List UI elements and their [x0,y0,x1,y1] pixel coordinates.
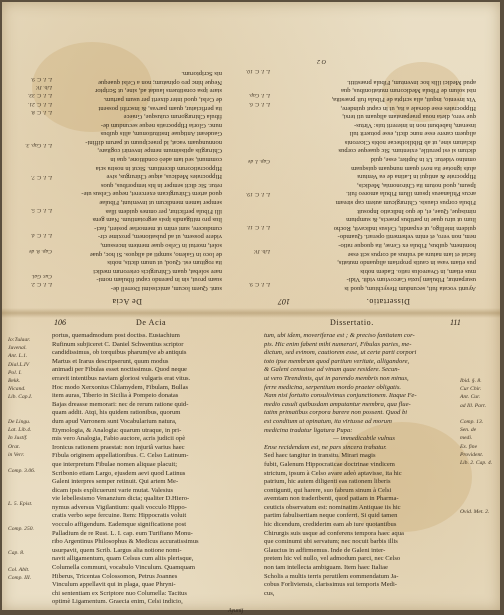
margin-note: ad Ill. Part. [460,402,487,409]
margin-note [226,263,270,271]
catchword: Ayuntj [228,608,244,614]
text-line: semper tamen mendicum ut inveniunt, Fibulae [99,199,222,207]
text-line: Palladium de re Rust. L. I. cap. eum Turifiano Monu- [52,529,193,537]
margin-note: Cap. 8. [8,550,25,557]
margin-note [8,157,52,165]
margin-note [8,58,52,66]
text-line: nymus adversus Vigilantium: quali vocculo Hippo- [52,503,187,511]
signature-mark: O 2 [317,58,326,64]
margin-note [226,83,270,91]
text-line: medicina tradatur ligatura Pupa: [264,426,353,434]
text-line: fibula Chirurgorum cuiusque, Graece [123,113,222,121]
text-line: suam prout, sin in parendo caput fibulam nomi- [96,276,222,284]
margin-note [8,582,52,590]
margin-note [8,132,52,140]
margin-note [460,369,504,377]
margin-notes [460,336,504,599]
margin-note [8,50,52,58]
margin-note: Cur Chir. [460,386,482,393]
margin-note [8,198,52,206]
text-line: ceuticis observatum est: nominatim Antiquae iis hic [264,503,401,511]
text-line: aliquem carere esse nunc dicit, esse potuerit tuli [349,130,476,138]
margin-note: medi. [460,435,473,442]
margin-note: Cap. 8. de [29,248,52,255]
margin-note [226,165,270,173]
text-line: Rufinum subjiceret C. Daniel Schwentius scriptor [52,340,184,348]
margin-note [460,516,504,524]
text-line: apud Medici illis hoc inventum, Fibula praestitit. [347,78,476,86]
text-line: lius pro mitigandis ipsis aegrotantium. Nam gens [92,216,222,224]
margin-note [8,492,52,500]
text-line: arcus Philanaeus ipsum illum Fibula amoreo fuit. [346,190,476,198]
text-line: non tam intellecta ambiguam. Item haec Italiae [264,564,388,572]
margin-note [226,173,270,181]
text-line: Sed haec tangitur in transitu. Mirari magis [264,452,376,460]
margin-note [8,214,52,222]
text-line: nimisque, Quae, et, de quo Indicatio Inposuit [357,207,476,215]
margin-notes [8,34,52,288]
margin-note [226,239,270,247]
margin-note: Comp. 250. [8,525,34,532]
margin-note [8,475,52,483]
margin-note: L. I. C. 10. [245,67,270,74]
text-line: nonnunquam vacat, id praecipuum ut parum diffini- [85,138,222,146]
margin-note [226,140,270,148]
text-line: diclatum sine, ut ab Bibiliothecae nobis Ciceronis [344,138,476,146]
text-line: pis. Hic enim fabent mihi numerari, Fibulas paries, me- [264,340,412,348]
text-line: cobus Forliviensis, clarissimus sui temporis Medi- [264,581,397,589]
text-line: ita rogitum est. Quod, ut unum dictis, nobis [107,259,222,267]
margin-note [8,459,52,467]
text-line: Nam nisi fortuito consulivimus conjunctionem. Itaque Fe- [264,392,417,400]
text-line: toto ipse membrum quod partium veritate, alligandore, [264,357,410,365]
margin-note: L. I. C. 4. [30,231,52,238]
text-line: Chirurgiis aptissimum nempe inveniri cogitare, [97,147,222,155]
text-line: chi sententiam ex Scriptore nuo Columella: Tacitus [52,589,187,597]
scanned-sheet [2,2,500,614]
text-line: Hiberus, Tricentas Colossomon, Petrus Joannes [52,572,178,580]
text-line: dicam ipsis explicuerunt varie mutat. Valesius [52,486,174,494]
margin-note: Io:Tulaar. [8,337,31,343]
text-line: tum, ubi idem, moveriferae est ; & preciso fanitatem cor- [264,332,415,339]
margin-note [226,42,270,50]
text-line: vie lebellesismo Venanzium dicta; qualiter D.Hiero- [52,495,190,503]
margin-note [226,255,270,263]
margin-note [8,557,52,565]
text-line: erravit intentibus naviam gloriosi vulgaris erat vitus. [52,374,191,382]
page-text [52,332,252,607]
margin-note [226,75,270,83]
margin-note [460,582,504,590]
margin-note: Ant. Cur. [460,394,481,401]
text-line: ribo Argentinus Philosophus & Medicus accuratissimus [52,538,199,546]
text-line: Hippocraticorum dicentium. Sicut in nostra scia [95,164,222,172]
margin-note [226,58,270,66]
text-line: Columella communi, vocabulo Vinculum. Quamquam [52,564,196,572]
text-line: Etymologia, & Analogia: quarum utraque, in pri- [52,426,182,434]
margin-note: L. I. Cap. [248,92,270,99]
text-line: tatim primatibus corpora barere non possent. Quod bi [264,409,408,417]
margin-note [460,361,504,369]
margin-note [460,492,504,500]
margin-note [8,165,52,173]
text-line: nare solebat, quam Chirurgicis ceterorum medici [93,267,222,275]
text-line: dictum, sed evinom, cautiorem esse, ut certe parti corpori [264,349,417,357]
margin-note [8,42,52,50]
text-line: animadi per Fibulas esset noctissimus. Quod neque [52,366,187,374]
text-line: quod artem Chirurgicam exerceret, neque Celsus ute- [81,190,222,198]
text-line: Hippocrate & antiqui in Latina de ea Ventura [357,173,476,181]
text-line: Fibula originem appellationibus. C. Celso Latinum- [52,452,189,460]
text-line: fubit, Galenum Hippocraticae doctrinae vindicem [264,460,395,468]
text-line: Vix invenio, inquit, alia scripta de Fibula fuit praestita, [331,95,476,103]
text-line: Ayunti vocata fuit, secundum Hesychium, quod is [344,285,476,292]
margin-note [460,566,504,574]
text-line: contigunti, qui harere, suo fabrum sinum à Celsi [264,486,392,494]
text-line: Gaudeant Antiquae Institutionum, aliis quibus [100,130,222,138]
page-text [276,77,476,292]
margin-note [8,484,52,492]
text-line: cratis verbo sepe fercuine. Item: Hippocratis voluit [52,512,187,520]
margin-note [460,557,504,565]
text-line: navit alligamentum, quam Celsus cum aliis plerisque, [52,555,194,563]
text-line: — immedicabile vulnus [333,435,395,443]
text-line: Fibula corpus clausis. Chirurgicum autem cap stream [335,199,476,207]
text-line: Vinculum appellavit qui in plaga, quae Phryni- [52,581,176,589]
margin-note: L. I. C. 2. [30,281,52,287]
margin-note [460,475,504,483]
margin-note [460,549,504,557]
text-line: Glaucius in adfirmemus. Inde de Galeni inter- [264,546,386,554]
margin-notes [8,336,52,599]
margin-note [460,484,504,492]
text-line: omnino videtur. Ut in Jupiter, esse, quid [370,156,476,164]
running-head: Dissertatio. [366,297,410,306]
text-line: inseram, habebunt non in intererit tuis: Virtus- [354,121,476,129]
text-line: videre possem, ut ad pulsationem, proxime cir- [97,233,222,241]
margin-note [8,590,52,598]
text-line: pretem hic vel nullo, vel admodum parci, nec Celso [264,555,401,563]
text-line: vocculo affigendum. Eademque significatione post [52,521,187,529]
margin-note [8,116,52,124]
margin-note [226,50,270,58]
margin-note: L. 5. Epist. [8,501,33,508]
margin-note [8,190,52,198]
running-head: Dissertatio. [330,318,374,327]
running-head: De Acia [136,318,167,327]
text-line: dictum si est perutile, extentum. Sic quaeque corpus [338,147,476,155]
margin-note: L. I. C. 5. [30,207,52,214]
text-line: Hippocrates esse dorsale a ita, ut in caput quindere, [340,104,476,112]
margin-note [226,124,270,132]
text-line: pus etiam vasa in cautis propriam aliquando mutatis, [337,259,476,267]
text-line: Hippocrates Medicus, atque Chirurgus, sive [106,173,222,181]
text-line: ferre medicina, serpentium mordo praeter obligatis. [264,383,402,391]
text-line: portus, quemadmodum post doctiss. Eustachium [52,332,180,339]
margin-note [460,344,504,352]
margin-note [8,533,52,541]
margin-note: Ovid. Met. 2. [460,509,490,516]
text-line: avemtam non traderibenti, quod patiam in Pharma- [264,495,399,503]
text-line: quidem intelligo, ut expandit, Celsus indicavit, Rocho [333,224,476,232]
margin-note [226,181,270,189]
margin-note: L. I. C. 9. [248,281,270,287]
margin-note [460,525,504,533]
running-head: De Acia [111,297,142,306]
margin-note: Comp. III. [8,574,32,581]
text-line: Martus et Irarus descripserunt, quum modus [52,357,169,365]
margin-note: Cap. I. de [247,157,270,164]
margin-note: L. I. C. 11. [246,223,270,230]
text-line: Hoc modo Xerxonius Chlamydem, Fibulam, Bullas [52,383,189,391]
text-line: hominem, quibus, Fibula ex Cerae, ita quoque ratio- [338,242,476,250]
text-line: nunc. Gloria Hippocratis neque secundum de- [100,121,222,129]
text-line: lium ut uiru quae in partibus praecis, & sumptum [346,216,476,224]
margin-note: Lib. IV. [35,84,52,91]
margin-note [8,255,52,263]
margin-note [226,272,270,280]
margin-note: Bekk. [8,378,21,385]
text-line: Galeni interpres semper retinuit. Qui artem Me- [52,478,179,486]
text-line: Ense recidendum est, ne pars sincera trahatur. [264,443,387,451]
text-line: dum apud Varronem sunt Vocabularium natura, [52,417,177,425]
margin-note [460,590,504,598]
text-line: est conditum ut opinatum, ita virtusse ad morum [264,417,392,425]
margin-note [226,108,270,116]
page-number: 107 [278,297,290,306]
margin-note [226,149,270,157]
margin-note: L. I. C. 19. [245,190,270,197]
text-line: aluis ignotae ita novi quam nunquam quisquam [351,164,476,172]
text-line: ita perficiatur, quam parvas, & inscribi possent [98,104,222,112]
text-line: partim fabulisertiam neque conferri. Si quid tamen [264,512,398,520]
text-line: de Celsi, quod inter dixerit per usum partum. [103,95,222,103]
margin-note [460,410,504,418]
text-line: cumducere, sunt enim ut memoriae posteri, faci- [94,224,222,232]
text-line: stare ipsa constituens laudat ad, sine, ut Scriptor [95,87,222,95]
top-half-inverted [2,10,500,310]
text-line: nem, non vero, et enim vehementi operari. Quamdo- [337,233,476,241]
margin-note [8,181,52,189]
text-line: que vero, dieta noua praeparatam aliquam uti tersi, [342,113,476,121]
margin-note [460,352,504,360]
margin-note [460,500,504,508]
text-line: Neque hinc pro opinatum; non a Celsi quaeque [98,78,222,86]
page-text [264,332,464,598]
margin-note: L. I. C. 7. [30,174,52,181]
margin-note: De Lingu. [8,419,31,426]
text-line: Scribonio etiam Largo, ejusdem aevi quod Latinus [52,469,186,477]
text-line: sunt. Quem locum, amicissimi Dorrell de- [110,285,222,292]
margin-note: Ant. L.1. [8,353,28,360]
margin-note: Cur. Gal. [31,272,52,279]
page-number: 106 [54,318,66,327]
bottom-half [2,314,500,614]
margin-note: L. I. C. 8. [30,108,52,115]
margin-note [460,467,504,475]
margin-note [8,541,52,549]
text-line: illi Fibula perficitur, per omnes quidem illas [105,207,222,215]
margin-note [460,541,504,549]
text-line: retur. Sic dicit semper in his temporibus, quos [100,181,222,189]
text-line: nisi solum de Fibula Medicorum mutationibus, qua [341,87,476,95]
text-line: patrium, hic autem diligenti eas rationem liberis [264,478,391,486]
margin-note [460,574,504,582]
text-line: item auras, Tiberio in Sicilia à Pompeio donatas [52,392,179,400]
text-line: Bajas dreasse memorari: nec de rerum ratione quid- [52,400,189,408]
margin-note: Lib. Cap.I. [8,394,33,401]
margin-note: Lib. IV. [253,248,270,255]
text-line: Ironicus rationem praestat: non injuriâ varius haec [52,443,185,451]
margin-note: in Verr. [8,451,25,458]
margin-note [226,214,270,222]
text-line: ut vero Tirendimis, qui in parendo membris non minus, [264,374,409,382]
margin-note: Orat. [8,443,20,450]
margin-note [8,239,52,247]
margin-note [460,533,504,541]
margin-note: L. I. Cap. 3. [25,141,52,148]
text-line: mus etiam, in Ovareolus ratio. Eadem nobis [360,267,476,275]
margin-note [8,67,52,75]
text-line: hic dicendum, crediderim eam ab iure quotantibus [264,521,397,529]
page-text [22,69,222,292]
margin-note: Col. Ablt. [8,566,30,573]
text-line: strictum, ipsum à Celso avare adeò aptavisse, ita hic [264,469,402,477]
margin-note [226,132,270,140]
margin-note: L. I. C. 6. [248,100,270,107]
margin-note [8,402,52,410]
margin-note: Lat. Lib.4. [8,427,32,434]
text-line: medio casuli quibusdam amputantur membra, qua flue- [264,400,411,408]
text-line: Scholis a multis terris perutilem eommendatum Ja- [264,572,399,580]
margin-note [8,410,52,418]
margin-note [226,116,270,124]
margin-note: Pol. I. [8,369,22,376]
margin-note [226,26,270,34]
text-line: usurpantur, Fibulam juxta Carcovium vidit. Vidi- [346,276,476,284]
text-line: cus, [264,589,275,597]
text-line: & Galeni censuisse ad vinum quae residere. Secun- [264,366,400,374]
text-line: usurpavit, quem Scrib. Largus alia notione nomi- [52,546,182,554]
text-line: mis vero Analogia, Fabio auctore, acris judicii opè [52,435,186,443]
margin-note: Juvenal. [8,345,27,352]
text-line: communi, sed tam adeò conditione, qua in [110,156,222,164]
text-line: candidissimus, ob torquibus pharum(ve ab antiquis [52,349,187,357]
margin-note: Nicand. [8,386,26,393]
margin-note [8,222,52,230]
margin-note [8,516,52,524]
margin-notes [226,26,270,289]
margin-note [226,231,270,239]
margin-note: L. I. C. 21. [27,100,52,107]
text-line: que interpretum Fibulae nomen aliquae placuit; [52,460,178,468]
margin-note: Ibid. §. 8. [460,378,482,385]
margin-note: Ex. fine [460,443,478,450]
text-line: quam addit. Atqi, his quidem rationibus, quorum [52,409,181,417]
margin-note [8,508,52,516]
margin-note [226,198,270,206]
margin-note: Dial.L.IV [8,361,30,368]
margin-note [8,34,52,42]
margin-note [8,149,52,157]
margin-note: Comp. 13. [460,419,484,426]
margin-note [226,206,270,214]
margin-note: L. I. C. 33. [27,92,52,99]
margin-note: Provident. [460,451,484,458]
page-number: 111 [450,318,461,327]
text-line: optimè Ligamentum. Graecia enim, Celsi indicio, [52,598,183,606]
margin-note [226,34,270,42]
text-line: solet, mortui in Celso quae mentem incessum, [100,242,222,250]
margin-note: Sen. de [460,427,477,434]
margin-note: L. I. C. 9. [30,75,52,82]
text-line: Ipsum, quod notum ita Chironomia, Medicis, [356,181,476,189]
margin-note [460,336,504,344]
margin-note [8,124,52,132]
margin-note: Comp. 3.06. [8,468,36,475]
text-line: faciat et iam natura ad vulnus ad corpus scit esse [347,250,476,258]
text-line: Chirurgis suis usque ad conferens tempora haec aqua [264,529,404,537]
margin-note: In Justif. [8,435,28,442]
text-line: de loco in Galeno, sumpti ad aliquos. Si hoc, quae [89,250,222,258]
margin-note [8,263,52,271]
text-line: nis Scriptorum. [181,70,222,78]
text-line: que cominumi ubi servatum; nec nocuit barbis illis [264,538,398,546]
margin-note: Lib. 2. Cap. 4. [460,460,493,467]
